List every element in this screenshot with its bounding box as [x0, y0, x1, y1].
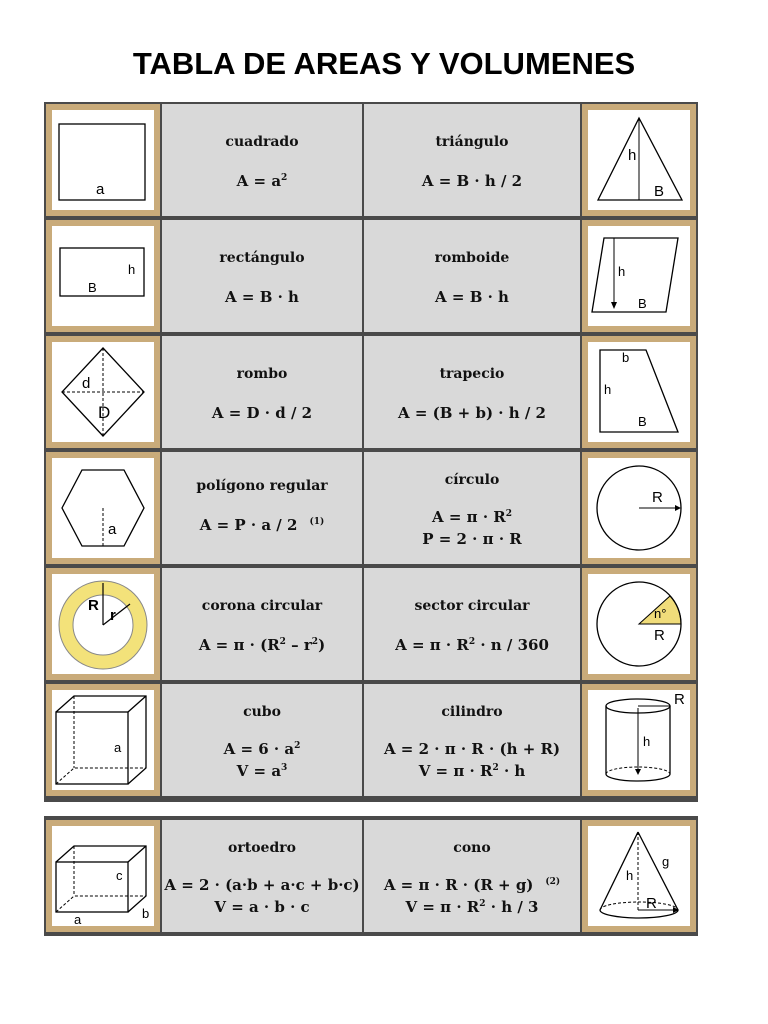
ring-figure-icon	[52, 574, 154, 674]
formula: A = B · h	[225, 288, 299, 306]
svg-text:h: h	[128, 262, 136, 277]
formula: A = B · h	[435, 288, 509, 306]
formula: P = 2 · π · R	[422, 530, 522, 548]
svg-text:n°: n°	[654, 606, 667, 621]
triangle-figure-icon	[588, 110, 690, 210]
svg-text:B: B	[88, 280, 97, 295]
formula: $V = \pi \cdot R^2 \cdot h / 3$	[405, 898, 539, 916]
shape-name: rectángulo	[219, 250, 305, 266]
formula: $A = \pi \cdot R^2$	[431, 508, 513, 526]
formula: V = a · b · c	[214, 898, 310, 916]
figure-cell	[582, 820, 696, 932]
svg-text:h: h	[626, 868, 634, 883]
figure-cell	[46, 820, 160, 932]
figure-cell	[582, 336, 696, 448]
svg-text:b: b	[142, 906, 150, 921]
formula-cell	[162, 104, 362, 216]
table-row	[44, 818, 698, 934]
formula-cell	[364, 820, 580, 932]
figure-cell	[582, 684, 696, 796]
formula-cell	[364, 104, 580, 216]
figure-cell	[582, 220, 696, 332]
shape-name: trapecio	[439, 366, 505, 382]
svg-text:D: D	[98, 403, 111, 422]
formula: $A = a^2$	[236, 172, 288, 190]
shape-name: polígono regular	[196, 478, 328, 494]
svg-text:d: d	[82, 375, 91, 392]
formula-cell	[162, 684, 362, 796]
shape-name: cilindro	[441, 704, 503, 720]
formula-cell	[364, 684, 580, 796]
svg-text:R: R	[654, 627, 665, 644]
shape-name: cono	[453, 840, 491, 856]
table-row	[44, 566, 698, 682]
formula-cell	[162, 220, 362, 332]
svg-text:R: R	[674, 691, 685, 708]
table-row	[44, 334, 698, 450]
trapezoid-figure-icon	[588, 342, 690, 442]
label: a	[96, 181, 105, 198]
formula: $V = \pi \cdot R^2 \cdot h$	[418, 762, 526, 780]
formula: A = π · R · (R + g) $^{(2)}$	[383, 876, 561, 894]
svg-text:B: B	[638, 414, 647, 429]
formula: $A = 6 \cdot a^2$	[223, 740, 301, 758]
table-row	[44, 102, 698, 218]
svg-text:h: h	[643, 734, 651, 749]
shape-name: triángulo	[435, 134, 509, 150]
svg-text:h: h	[618, 264, 626, 279]
footnote-marker: (2)	[545, 877, 561, 887]
formula-cell	[364, 452, 580, 564]
svg-text:a: a	[114, 740, 122, 755]
page-title: TABLA DE AREAS Y VOLUMENES	[132, 46, 636, 81]
cone-figure-icon	[588, 826, 690, 926]
formula: $A = \pi \cdot R^2 \cdot n / 360$	[395, 636, 549, 654]
shape-name: ortoedro	[228, 840, 296, 856]
shape-name: rombo	[236, 366, 288, 382]
figure-cell	[46, 104, 160, 216]
svg-text:h: h	[628, 147, 637, 164]
formula: A = D · d / 2	[211, 404, 313, 422]
cylinder-figure-icon	[588, 690, 690, 790]
formula-table	[44, 816, 698, 936]
svg-text:h: h	[604, 382, 612, 397]
formula-cell	[162, 568, 362, 680]
svg-text:a: a	[74, 912, 82, 926]
svg-text:a: a	[108, 521, 117, 538]
formula: A = B · h / 2	[421, 172, 523, 190]
formula: $A = \pi \cdot (R^2 - r^2)$	[198, 636, 326, 654]
formula: $V = a^3$	[236, 762, 288, 780]
formula: A = (B + b) · h / 2	[398, 404, 546, 422]
svg-text:c: c	[116, 868, 123, 883]
cuboid-figure-icon	[52, 826, 154, 926]
figure-cell	[582, 104, 696, 216]
svg-text:R: R	[646, 895, 657, 912]
shape-name: cubo	[243, 704, 281, 720]
svg-text:R: R	[88, 597, 99, 614]
formula-cell	[162, 452, 362, 564]
figure-cell	[582, 568, 696, 680]
shape-name: cuadrado	[225, 134, 299, 150]
shape-name: corona circular	[201, 598, 323, 614]
rectangle-figure-icon	[52, 226, 154, 326]
svg-text:B: B	[654, 183, 665, 200]
shape-name: romboide	[434, 250, 510, 266]
formula-cell	[162, 336, 362, 448]
figure-cell	[582, 452, 696, 564]
cube-figure-icon	[52, 690, 154, 790]
hexagon-figure-icon	[52, 458, 154, 558]
footnote-marker: (1)	[309, 517, 325, 527]
sector-figure-icon	[588, 574, 690, 674]
table-row	[44, 218, 698, 334]
svg-text:B: B	[638, 296, 647, 311]
figure-cell	[46, 568, 160, 680]
rhomboid-figure-icon	[588, 226, 690, 326]
rhombus-figure-icon	[52, 342, 154, 442]
formula: A = 2 · π · R · (h + R)	[383, 740, 561, 758]
figure-cell	[46, 336, 160, 448]
svg-text:R: R	[652, 489, 663, 506]
formula-cell	[364, 220, 580, 332]
figure-cell	[46, 220, 160, 332]
formula-cell	[364, 568, 580, 680]
shape-name: círculo	[444, 472, 500, 488]
figure-cell	[46, 452, 160, 564]
formula: A = P · a / 2 $^{(1)}$	[199, 516, 325, 534]
square-figure-icon	[52, 110, 154, 210]
formula-cell	[364, 336, 580, 448]
shape-name: sector circular	[414, 598, 530, 614]
table-row	[44, 682, 698, 798]
figure-cell	[46, 684, 160, 796]
formula-cell	[162, 820, 362, 932]
formula-table	[44, 102, 698, 802]
table-row	[44, 450, 698, 566]
svg-text:g: g	[662, 854, 670, 869]
formula: A = 2 · (a·b + a·c + b·c)	[164, 876, 360, 894]
circle-figure-icon	[588, 458, 690, 558]
svg-text:b: b	[622, 350, 630, 365]
svg-text:r: r	[110, 607, 116, 624]
